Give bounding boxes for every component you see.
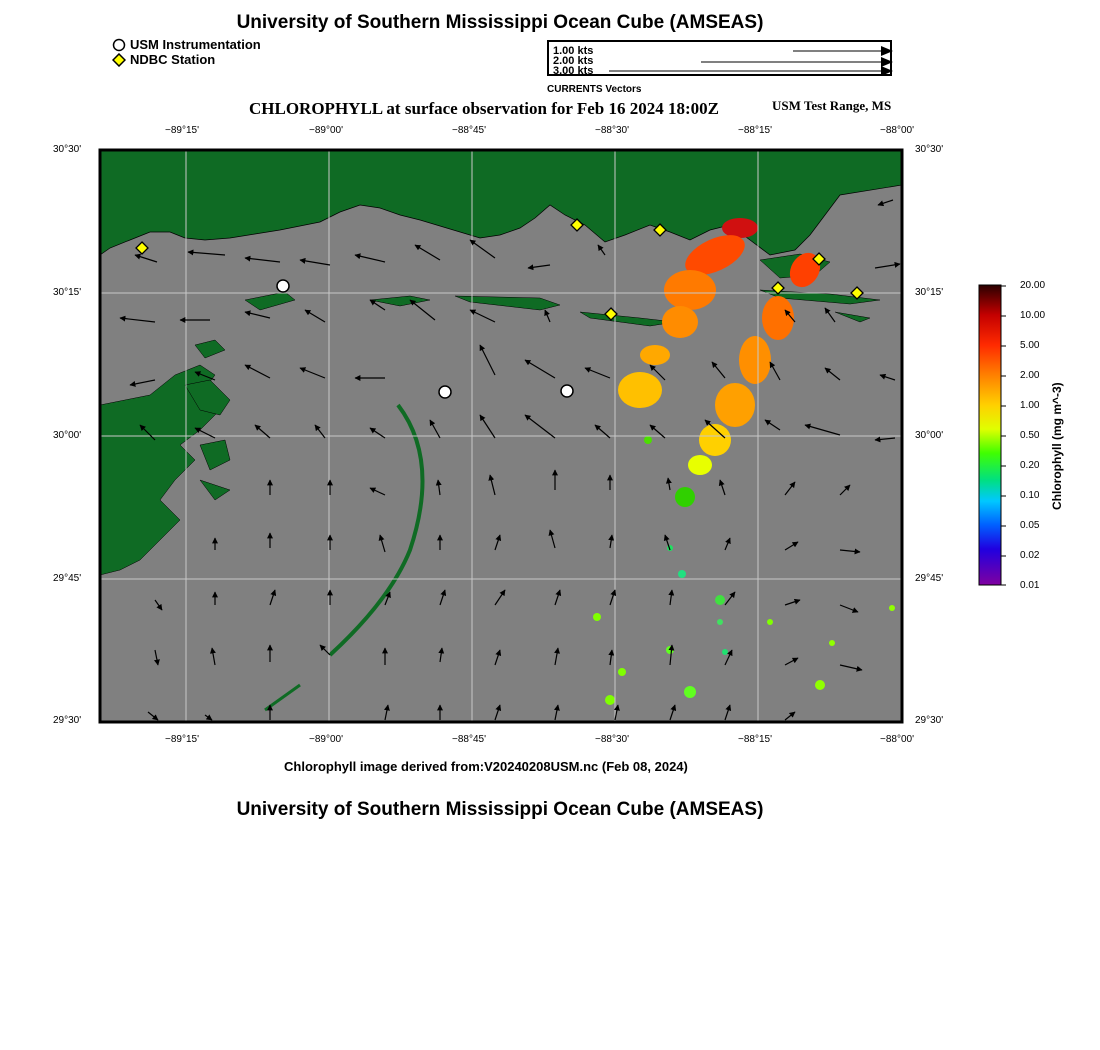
usm-instrument — [561, 385, 573, 397]
lat-tick-left: 29°30' — [53, 715, 82, 726]
colorbar-tick: 10.00 — [1020, 310, 1046, 321]
lat-tick-right: 30°15' — [915, 287, 944, 298]
colorbar-label: Chlorophyll (mg m^-3) — [1050, 382, 1064, 510]
footer-title: University of Southern Mississippi Ocean Cube (AMSEAS) — [236, 799, 764, 820]
speed-label-1: 1.00 kts — [553, 45, 594, 57]
page-title: University of Southern Mississippi Ocean Cube (AMSEAS) — [236, 12, 764, 33]
lon-tick-bottom: −89°15' — [165, 734, 199, 745]
colorbar — [978, 284, 1006, 588]
lon-tick-bottom: −88°30' — [595, 734, 629, 745]
colorbar-tick: 0.10 — [1020, 490, 1040, 501]
location-label: USM Test Range, MS — [772, 98, 892, 113]
speed-label-3: 3.00 kts — [553, 65, 594, 77]
usm-instrument — [439, 386, 451, 398]
map-subtitle: CHLOROPHYLL at surface observation for Feb 16 2024 18:00Z — [249, 99, 719, 118]
speed-label-2: 2.00 kts — [553, 55, 594, 67]
currents-scale-box — [547, 40, 892, 76]
lon-tick-top: −88°00' — [880, 125, 914, 136]
colorbar-tick: 2.00 — [1020, 370, 1040, 381]
lat-tick-left: 29°45' — [53, 573, 82, 584]
colorbar-tick: 0.05 — [1020, 520, 1040, 531]
lat-tick-right: 29°45' — [915, 573, 944, 584]
scale-arrows — [549, 42, 894, 78]
circle-icon — [112, 38, 126, 52]
lon-tick-bottom: −88°45' — [452, 734, 486, 745]
lon-tick-bottom: −88°15' — [738, 734, 772, 745]
source-caption: Chlorophyll image derived from:V20240208USM.nc (Feb 08, 2024) — [284, 759, 688, 774]
lat-tick-right: 30°00' — [915, 430, 944, 441]
lon-tick-top: −88°30' — [595, 125, 629, 136]
legend-ndbc — [112, 52, 215, 67]
colorbar-tick: 0.02 — [1020, 550, 1040, 561]
map-frame — [98, 148, 904, 724]
lat-tick-left: 30°00' — [53, 430, 82, 441]
colorbar-tick: 1.00 — [1020, 400, 1040, 411]
legend-usm-label: USM Instrumentation — [130, 37, 261, 52]
colorbar-tick: 0.01 — [1020, 580, 1040, 591]
legend-ndbc-label: NDBC Station — [130, 52, 216, 67]
lon-tick-bottom: −88°00' — [880, 734, 914, 745]
colorbar-tick: 20.00 — [1020, 280, 1046, 291]
currents-caption: CURRENTS Vectors — [547, 84, 642, 95]
diamond-icon — [112, 53, 126, 67]
legend-usm — [112, 37, 261, 52]
lat-tick-left: 30°15' — [53, 287, 82, 298]
lon-tick-top: −88°45' — [452, 125, 486, 136]
lat-tick-right: 30°30' — [915, 144, 944, 155]
lon-tick-top: −89°15' — [165, 125, 199, 136]
colorbar-tick: 5.00 — [1020, 340, 1040, 351]
colorbar-tick: 0.50 — [1020, 430, 1040, 441]
lon-tick-top: −88°15' — [738, 125, 772, 136]
lon-tick-bottom: −89°00' — [309, 734, 343, 745]
colorbar-tick: 0.20 — [1020, 460, 1040, 471]
usm-instrument — [277, 280, 289, 292]
lon-tick-top: −89°00' — [309, 125, 343, 136]
lat-tick-left: 30°30' — [53, 144, 82, 155]
lat-tick-right: 29°30' — [915, 715, 944, 726]
